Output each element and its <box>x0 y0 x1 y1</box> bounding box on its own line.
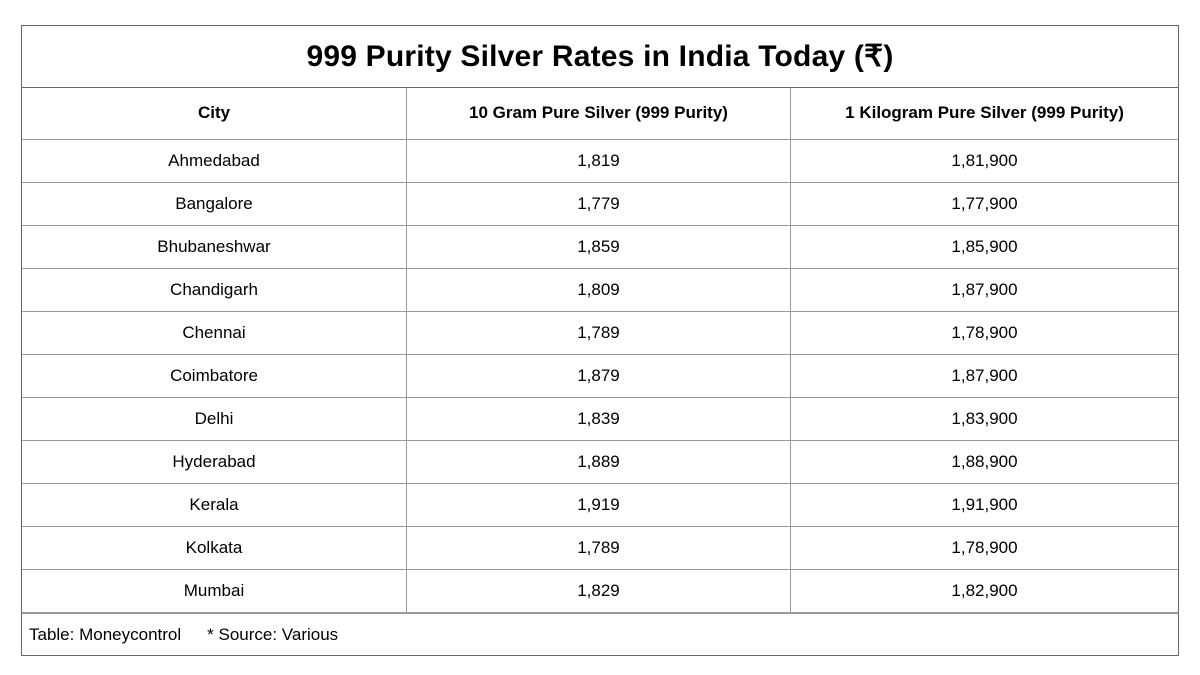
table-row-bhubaneshwar <box>22 226 1178 269</box>
city-cell: Mumbai <box>22 570 407 612</box>
city-cell: Chennai <box>22 312 407 354</box>
price-10g-cell: 1,889 <box>407 441 791 483</box>
price-10g-cell: 1,919 <box>407 484 791 526</box>
price-1kg-cell: 1,82,900 <box>951 580 1018 600</box>
price-1kg-cell: 1,83,900 <box>951 408 1018 428</box>
price-1kg-cell: 1,78,900 <box>951 537 1018 557</box>
table-row-delhi <box>22 398 1178 441</box>
table-title-row <box>22 26 1178 88</box>
price-10g-cell: 1,879 <box>407 355 791 397</box>
price-1kg-cell: 1,77,900 <box>951 193 1018 213</box>
price-10g-cell: 1,819 <box>407 140 791 182</box>
price-10g-cell: 1,859 <box>407 226 791 268</box>
city-cell: Delhi <box>22 398 407 440</box>
table-row-hyderabad <box>22 441 1178 484</box>
table-row-mumbai <box>22 570 1178 613</box>
price-10g-cell: 1,809 <box>407 269 791 311</box>
city-cell: Bangalore <box>22 183 407 225</box>
header-10-gram: 10 Gram Pure Silver (999 Purity) <box>407 88 791 139</box>
price-10g-cell: 1,839 <box>407 398 791 440</box>
table-row-kolkata <box>22 527 1178 570</box>
price-1kg-cell: 1,87,900 <box>951 279 1018 299</box>
silver-rates-table <box>21 25 1179 656</box>
price-1kg-cell: 1,91,900 <box>951 494 1018 514</box>
table-row-chandigarh <box>22 269 1178 312</box>
table-header-row <box>22 88 1178 140</box>
city-cell: Bhubaneshwar <box>22 226 407 268</box>
price-1kg-cell: 1,78,900 <box>951 322 1018 342</box>
price-10g-cell: 1,779 <box>407 183 791 225</box>
price-1kg-cell: 1,81,900 <box>951 150 1018 170</box>
city-cell: Coimbatore <box>22 355 407 397</box>
table-row-ahmedabad <box>22 140 1178 183</box>
city-cell: Ahmedabad <box>22 140 407 182</box>
table-row-bangalore <box>22 183 1178 226</box>
city-cell: Kolkata <box>22 527 407 569</box>
price-10g-cell: 1,829 <box>407 570 791 612</box>
header-1-kilogram: 1 Kilogram Pure Silver (999 Purity) <box>845 103 1124 123</box>
city-cell: Hyderabad <box>22 441 407 483</box>
table-row-chennai <box>22 312 1178 355</box>
price-1kg-cell: 1,88,900 <box>951 451 1018 471</box>
price-1kg-cell: 1,85,900 <box>951 236 1018 256</box>
city-cell: Chandigarh <box>22 269 407 311</box>
table-row-coimbatore <box>22 355 1178 398</box>
price-10g-cell: 1,789 <box>407 312 791 354</box>
table-footer <box>22 613 1178 655</box>
price-10g-cell: 1,789 <box>407 527 791 569</box>
table-credit: Table: Moneycontrol <box>29 624 182 644</box>
price-1kg-cell: 1,87,900 <box>951 365 1018 385</box>
table-title: 999 Purity Silver Rates in India Today (₹) <box>306 40 894 73</box>
table-row-kerala <box>22 484 1178 527</box>
city-cell: Kerala <box>22 484 407 526</box>
header-city: City <box>22 88 407 139</box>
source-note: * Source: Various <box>207 624 339 644</box>
